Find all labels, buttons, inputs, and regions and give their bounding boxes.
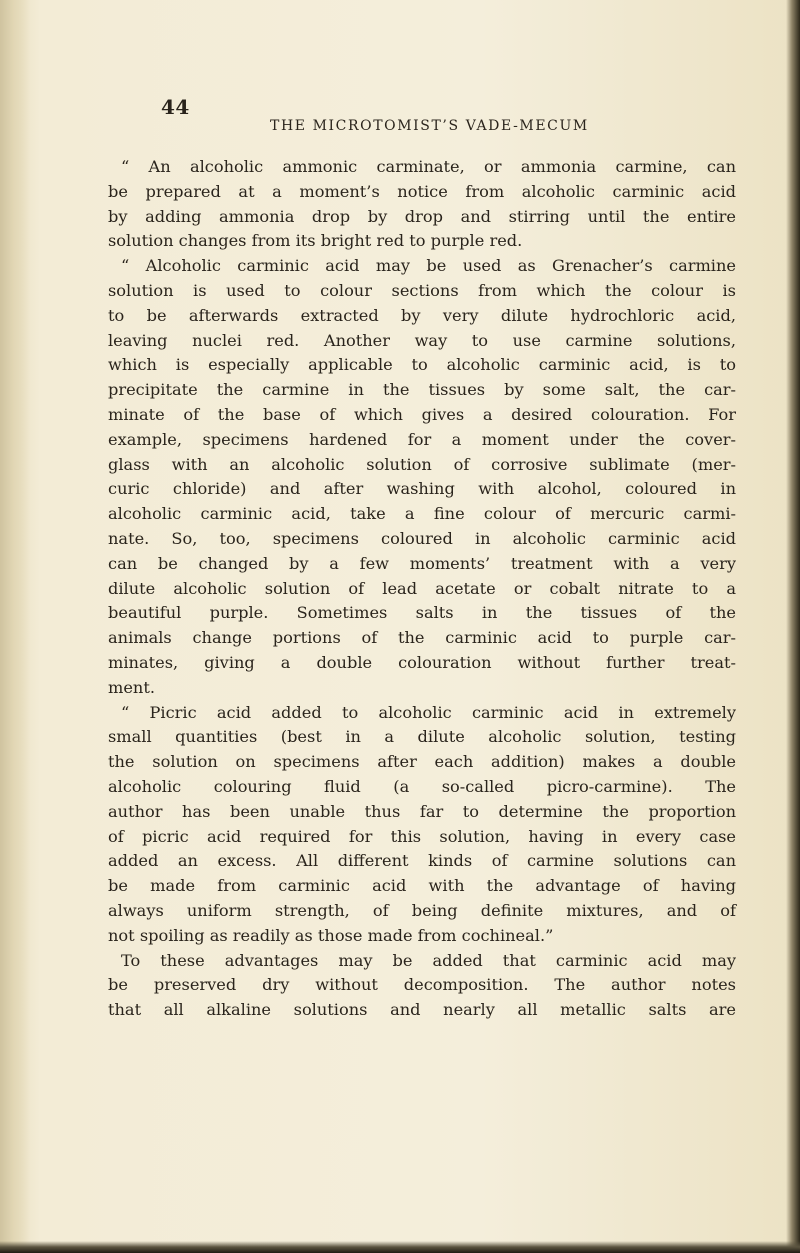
text-line: glass with an alcoholic solution of corrosive sublimate (mer- <box>108 454 736 474</box>
text-line: be made from carminic acid with the advantage of having <box>108 876 736 896</box>
text-line: that all alkaline solutions and nearly all metallic salts are <box>108 1000 736 1020</box>
text-line: curic chloride) and after washing with alcohol, coloured in <box>108 479 736 499</box>
page-edge-bottom <box>0 1241 800 1253</box>
text-line: alcoholic carminic acid, take a fine colour of mercuric carmi- <box>108 504 736 524</box>
text-line: ment. <box>108 677 156 697</box>
text-line: “ An alcoholic ammonic carminate, or ammonia carmine, can <box>121 157 736 176</box>
text-line: to be afterwards extracted by very dilute hydrochloric acid, <box>108 305 736 325</box>
text-line: by adding ammonia drop by drop and stirring until the entire <box>108 206 736 226</box>
text-line: always uniform strength, of being definite mixtures, and of <box>108 900 736 920</box>
text-line: solution is used to colour sections from which the colour is <box>108 280 736 300</box>
text-line: example, specimens hardened for a moment under the cover- <box>108 429 736 449</box>
text-line: precipitate the carmine in the tissues by some salt, the car- <box>108 380 736 400</box>
text-line: of picric acid required for this solution, having in every case <box>108 826 736 846</box>
text-line: minates, giving a double colouration without further treat- <box>108 652 736 672</box>
text-line: alcoholic colouring fluid (a so-called picro-carmine). The <box>108 776 736 796</box>
page-number: 44 <box>161 95 190 119</box>
text-line: leaving nuclei red. Another way to use carmine solutions, <box>108 330 736 350</box>
text-line: beautiful purple. Sometimes salts in the tissues of the <box>108 603 736 623</box>
text-line: nate. So, too, specimens coloured in alcoholic carminic acid <box>108 528 736 548</box>
text-line: dilute alcoholic solution of lead acetate or cobalt nitrate to a <box>108 578 736 598</box>
text-line: not spoiling as readily as those made from cochineal.” <box>108 925 554 945</box>
body-text <box>108 155 736 1023</box>
page-gutter-shadow <box>0 0 30 1253</box>
text-line: added an excess. All different kinds of carmine solutions can <box>108 851 736 871</box>
text-line: be preserved dry without decomposition. The author notes <box>108 975 736 995</box>
text-line: can be changed by a few moments’ treatment with a very <box>108 553 736 573</box>
text-line: solution changes from its bright red to purple red. <box>108 231 523 251</box>
text-line: “ Picric acid added to alcoholic carminic acid in extremely <box>121 702 736 722</box>
text-line: animals change portions of the carminic acid to purple car- <box>108 628 736 648</box>
running-head: THE MICROTOMIST’S VADE-MECUM <box>270 118 589 134</box>
text-line: author has been unable thus far to determine the proportion <box>108 801 736 821</box>
text-line: be prepared at a moment’s notice from alcoholic carminic acid <box>108 181 736 201</box>
text-line: the solution on specimens after each addition) makes a double <box>108 752 736 772</box>
text-line: “ Alcoholic carminic acid may be used as Grenacher’s carmine <box>121 256 736 276</box>
page-edge-right <box>786 0 800 1253</box>
text-line: minate of the base of which gives a desired colouration. For <box>108 404 736 424</box>
text-line: small quantities (best in a dilute alcoholic solution, testing <box>108 727 736 747</box>
text-line: To these advantages may be added that carminic acid may <box>121 950 736 970</box>
text-line: which is especially applicable to alcoholic carminic acid, is to <box>108 355 736 375</box>
